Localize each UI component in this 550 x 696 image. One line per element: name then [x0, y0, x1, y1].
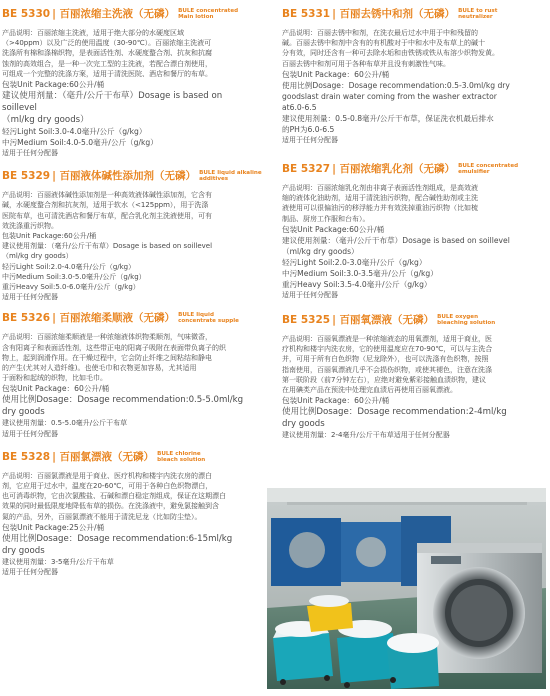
english-name-line: BULE chlorine [157, 450, 201, 457]
left-product-column [2, 8, 264, 577]
product-heading [282, 314, 544, 334]
description-line: 于面粉和起绒的织物，比如毛巾。 [2, 374, 107, 383]
english-name-line: BULE to rust [458, 8, 498, 14]
product-be-5325 [282, 314, 544, 440]
product-code: BE 5330 [2, 8, 51, 20]
description-line: （ml/kg dry goods） [2, 115, 89, 126]
description-line: 轻污Light Soil:2.0-4.0毫升/公斤（g/kg） [2, 262, 136, 271]
english-name-line: Main lotion [178, 14, 214, 20]
description-line: 轻污Light Soil:2.0-3.0毫升/公斤（g/kg） [282, 257, 427, 267]
description-line: 缩的液体化油助剂，适用于清洗油污织物，配合碱性助剂或主洗 [282, 194, 478, 203]
description-line: 第一联阶段（前7分钟左右），应绝对避免紫彩接触血渍织物，建议 [282, 375, 486, 384]
description-line: 建议使用剂量：（毫升/公斤干布草）Dosage is based on [2, 91, 223, 102]
product-title: | 百丽去锈中和剂（无磷） [332, 8, 456, 20]
product-code: BE 5325 [282, 314, 331, 327]
laundry-room-photo [267, 488, 546, 689]
description-line: 建议使用剂量：（毫升/公斤干布草）Dosage is based on soillevel [282, 235, 510, 245]
right-product-column [282, 8, 544, 440]
description-line: （ml/kg dry goods） [282, 246, 359, 256]
english-name-line: BULE concentrated [178, 8, 239, 14]
description-line: 也可消毒织物，它由次氯酸盐、石碱和漂白稳定剂组成，保证在这期漂白 [2, 492, 226, 501]
product-title: | 百丽浓缩主洗液（无磷） [52, 8, 176, 20]
english-name-line: emulsifier [458, 169, 490, 176]
description-line: 含有阳离子和表面活性剂，这些带正电的阳离子吸附在表面带负离子的织 [2, 343, 226, 352]
description-line: 剂，它应用于过水中，温度在20-60℃，可用于各种白色织物漂白， [2, 482, 213, 491]
description-line: 洗涤所有棉和涤棉织物，是表面活性剂、水硬度螯合剂、抗灰和抗腐 [2, 49, 212, 58]
description-line: 轻污Light Soil:3.0-4.0毫升/公斤（g/kg） [2, 127, 147, 137]
description-line: dry goods [282, 419, 325, 430]
product-code: BE 5329 [2, 170, 51, 183]
description-line: 产品说明：百丽氯漂液是用于商业、医疗机构和楼宇内洗衣房的漂白 [2, 471, 212, 480]
description-line: 重污Heavy Soil:5.0-6.0毫升/公斤（g/kg） [2, 283, 140, 292]
description-line: 包装Unit Package：60公升/桶 [2, 384, 110, 394]
english-name-line: BULE concentrated [458, 163, 519, 170]
description-line: 制品、厨房工作服和台布）。 [282, 214, 370, 223]
product-heading [2, 312, 264, 332]
product-be-5329 [2, 170, 264, 302]
description-line: 建议使用剂量：0.5-5.0毫升/公斤干布草 [2, 419, 128, 428]
english-name-line: additives [199, 176, 229, 183]
description-line: 蚀剂的高效组合，是一种一次完工型的主洗液，若配合漂白剂使用， [2, 59, 212, 68]
description-line: 物上，起到润滑作用。在干燥过程中，它会防止纤维之间粘结和静电 [2, 353, 212, 362]
description-line: at6.0-6.5 [282, 102, 317, 112]
description-line: 产品说明：百丽液体碱性添加剂是一种高效液体碱性添加剂，它含有 [2, 191, 212, 200]
description-line: 包装Unit Package:60公升/桶 [2, 232, 97, 241]
description-line: 适用于任何分配器 [2, 568, 58, 577]
description-line: 使用比例Dosage：Dosage recommendation:2-4ml/kg [282, 407, 507, 418]
description-line: 液使用可以很偏油污的移浮能力并有效洗掉重油污织物（比如梳 [282, 204, 478, 213]
description-line: 建议使用剂量：（毫升/公斤干布草）Dosage is based on soillevel [2, 242, 213, 251]
product-english-name [178, 312, 239, 324]
description-line: 产品说明：百丽浓缩乳化剂由非离子表面活性剂组成，是高效液 [282, 184, 478, 193]
english-name-line: BULE liquid alkaline [199, 170, 262, 177]
product-heading [2, 8, 264, 28]
product-title: | 百丽氯漂液（无磷） [52, 450, 155, 463]
description-line: 包装Unit Package:60公升/桶 [2, 80, 105, 90]
description-line: 百丽去锈中和剂可用于各种布草并且没有刺激性气味。 [282, 59, 450, 68]
description-line: 效洗涤重污织物。 [2, 221, 58, 230]
description-line: 重污Heavy Soil:3.5-4.0毫升/公斤（g/kg） [282, 279, 432, 289]
product-description [2, 471, 264, 577]
description-line: 适用于任何分配器 [2, 429, 58, 438]
product-heading [2, 170, 264, 190]
product-title: | 百丽液体碱性添加剂（无磷） [52, 170, 197, 183]
description-line: 可组成一个完整的洗涤方案，适用于清洗医院、酒店和餐厅的布草。 [2, 69, 212, 78]
product-be-5327 [282, 163, 544, 300]
english-name-line: bleach solution [157, 456, 206, 463]
description-line: 指南使用，百丽氧漂液几乎不会损伤织物，或使其褪色，注意在洗涤 [282, 365, 492, 374]
description-line: （ml/kg dry goods） [2, 252, 73, 261]
product-code: BE 5331 [282, 8, 331, 20]
description-line: 使用比例Dosage：Dosage recommendation:6-15ml/kg [2, 533, 233, 544]
product-description [2, 28, 264, 158]
description-line: dry goods [2, 407, 45, 418]
product-description [282, 28, 544, 145]
product-title: | 百丽氧漂液（无磷） [332, 314, 435, 327]
english-name-line: bleaching solution [437, 320, 496, 327]
description-line: goodslast drain water coming from the washer extractor [282, 91, 497, 101]
product-be-5326 [2, 312, 264, 438]
description-line: 医院布草，也可清洗酒店和餐厅布草，配合乳化剂主洗液使用，可有 [2, 211, 212, 220]
description-line: 建议使用剂量：0.5-0.8毫升/公斤干布草，保证洗衣机最后排水 [282, 113, 494, 123]
description-line: 包装Unit Package:60公升/桶 [282, 224, 385, 234]
product-description [282, 334, 544, 440]
description-line: 产品说明：百丽去锈中和剂，在洗衣最后过水中用于中和残留的 [282, 29, 478, 37]
product-code: BE 5328 [2, 450, 51, 463]
english-name-line: concentrate supple [178, 318, 239, 325]
description-line: 产品说明：百丽氧漂液是一种浓缩液态的用氧漂剂，适用于商业，医 [282, 335, 492, 344]
english-name-line: neutralizer [458, 14, 493, 20]
product-description [2, 190, 264, 302]
description-line: 包装Unit Package：60公升/桶 [282, 396, 390, 406]
description-line: 中污Medium Soil:3.0-5.0毫升/公斤（g/kg） [2, 272, 146, 281]
product-english-name [199, 170, 262, 182]
product-english-name [437, 314, 495, 326]
description-line: 包装Unit Package：60公升/桶 [282, 69, 390, 79]
description-line: 建议使用剂量：2-4毫升/公斤干布草适用于任何分配器 [282, 431, 450, 440]
product-title: | 百丽浓缩柔顺液（无磷） [52, 312, 176, 325]
product-heading [282, 163, 544, 183]
product-heading [282, 8, 544, 28]
description-line: 中污Medium Soil:3.0-3.5毫升/公斤（g/kg） [282, 268, 438, 278]
description-line: 产品说明：百丽浓缩主洗液，适用于绝大部分的水硬度区域 [2, 29, 184, 37]
product-be-5330 [2, 8, 264, 158]
description-line: 效果的同时最低限度地降低布草的损伤。在洗涤液中，避免氯接触到含 [2, 502, 219, 511]
product-heading [2, 451, 264, 471]
description-line: 中污Medium Soil:4.0-5.0毫升/公斤（g/kg） [2, 138, 158, 148]
description-line: 适用于任何分配器 [282, 290, 338, 299]
description-line: 分有效，同时还含有一种可去除水垢和由铁锈或铁从布溶少织物发黄。 [282, 49, 499, 58]
description-line: 包装Unit Package:25公升/桶 [2, 522, 105, 532]
description-line: 的PH为6.0-6.5 [282, 124, 335, 134]
product-code: BE 5327 [282, 163, 331, 176]
product-english-name [458, 8, 497, 20]
description-line: 适用于任何分配器 [282, 135, 338, 144]
product-code: BE 5326 [2, 312, 51, 325]
description-line: 使用比例Dosage：Dosage recommendation:0.5-5.0ml/kg [2, 395, 244, 406]
description-line: 氮的产品，另外，百丽氯漂液不能用于清洗尼龙（比如防尘垫）。 [2, 512, 202, 521]
laundry-room-illustration [267, 488, 546, 689]
description-line: 疗机构和楼宇内洗衣房，它的使用温度应在70-90℃，可以与主洗合 [282, 345, 493, 354]
description-line: 适用于任何分配器 [2, 293, 58, 302]
product-english-name [157, 451, 205, 463]
description-line: 碱。百丽去锈中和剂中含有的有机酸对于中和水中及布草上的碱十 [282, 39, 485, 48]
description-line: 在用碘类产品在预洗中处理完血渍后再使用百丽氧漂液。 [282, 386, 457, 395]
description-line: 使用比例Dosage：Dosage recommendation:0.5-3.0ml/kg dry [282, 80, 510, 90]
english-name-line: BULE liquid [178, 312, 214, 319]
product-title: | 百丽浓缩乳化剂（无磷） [332, 163, 456, 176]
description-line: 并，可用于所有白色织物（尼龙除外），也可以洗涤有色织物，按照 [282, 355, 489, 364]
description-line: 的产生(尤其对人造纤维)。也使毛巾和衣物更加容易，尤其适用 [2, 364, 197, 373]
product-english-name [178, 8, 238, 20]
product-description [2, 332, 264, 438]
description-line: 适用于任何分配器 [2, 149, 58, 158]
description-line: soillevel [2, 103, 37, 114]
english-name-line: BULE oxygen [437, 314, 479, 321]
description-line: 产品说明：百丽浓缩柔顺液是一种浓缩液体织物柔顺剂，气味微香， [2, 333, 212, 342]
product-be-5328 [2, 451, 264, 577]
product-description [282, 183, 544, 300]
description-line: 建议使用剂量：3-5毫升/公斤干布草 [2, 557, 114, 566]
description-line: dry goods [2, 545, 45, 556]
description-line: （>40ppm）以及广泛的使用温度（30-90℃）。百丽浓缩主洗液可 [2, 39, 212, 48]
product-english-name [458, 163, 518, 175]
description-line: 碱，水硬度螯合剂和抗灰剂，适用于软水（<125ppm），用于洗涤 [2, 201, 209, 210]
product-be-5331 [282, 8, 544, 145]
